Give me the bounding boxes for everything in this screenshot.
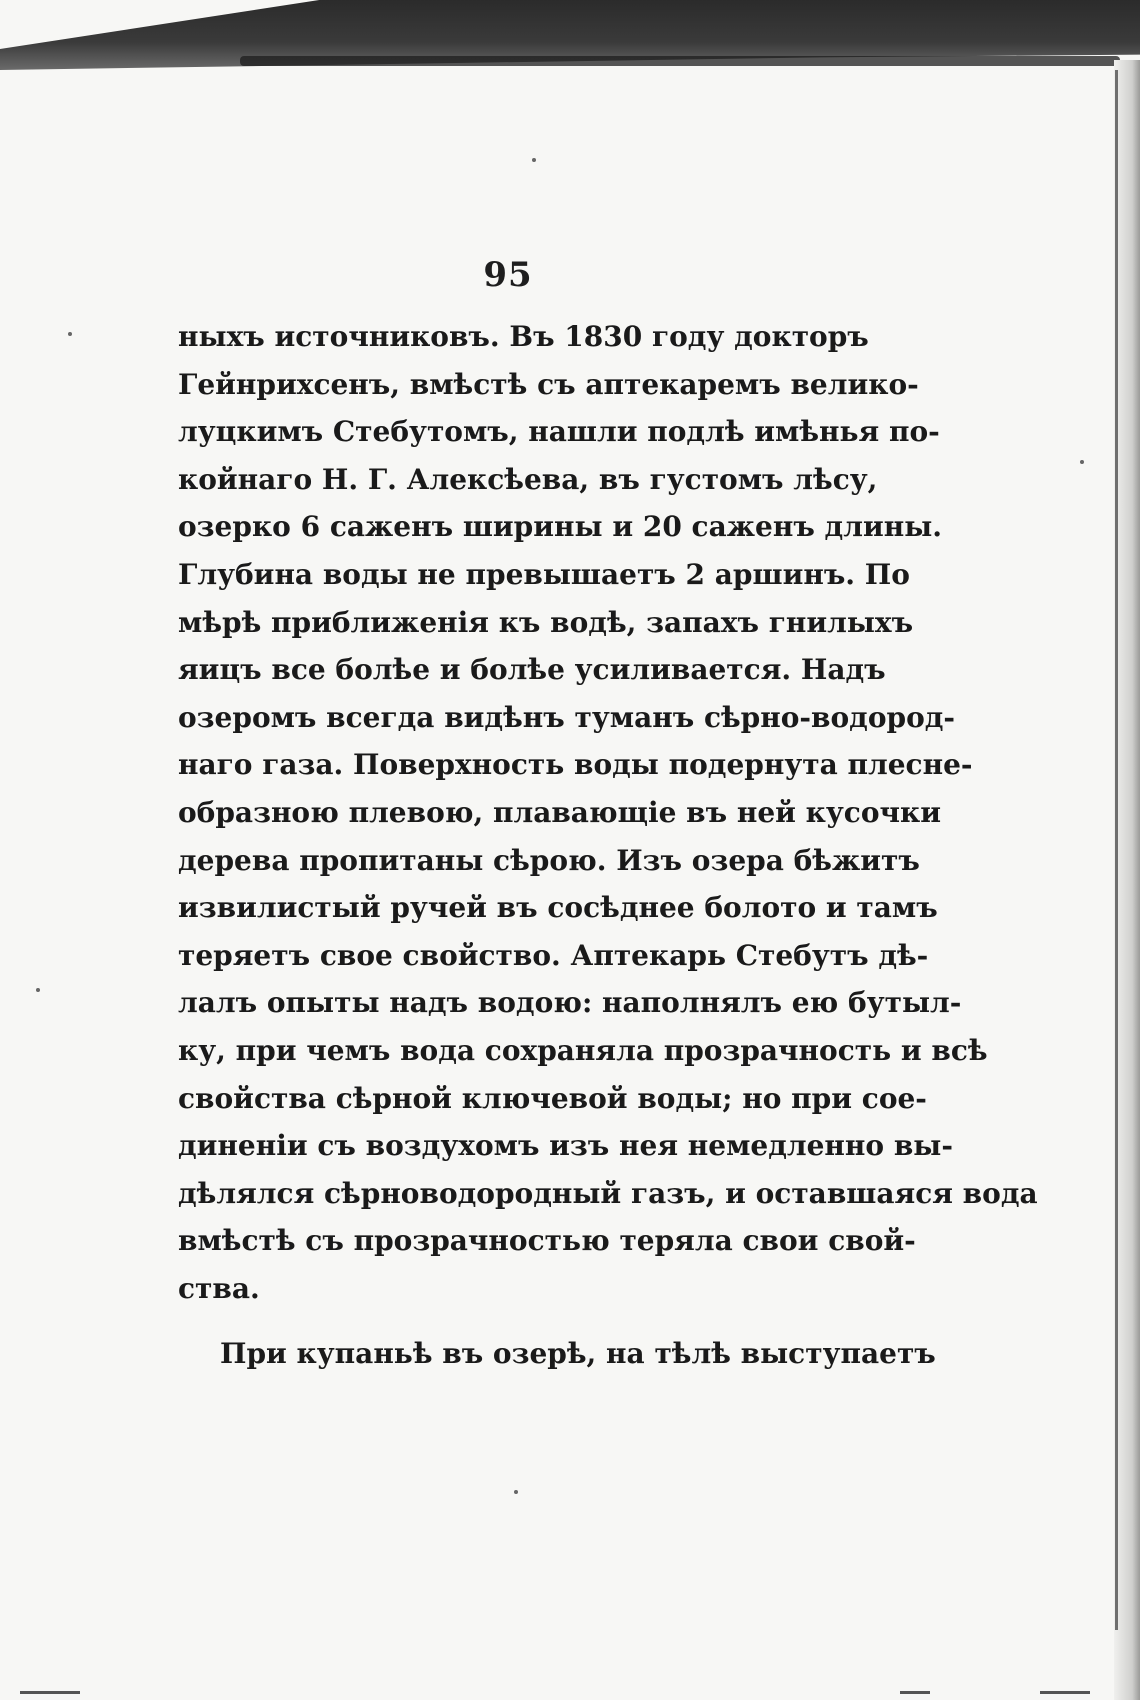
paper-speck: [514, 1490, 518, 1494]
paper-speck: [36, 988, 40, 992]
text-line: извилистый ручей въ сосѣднее болото и тамъ: [178, 891, 938, 925]
paper-speck: [68, 332, 72, 336]
text-line: наго газа. Поверхность воды подернута плесне-: [178, 748, 973, 782]
text-line: свойства сѣрной ключевой воды; но при сое-: [178, 1081, 927, 1115]
text-line: озеромъ всегда видѣнъ туманъ сѣрно-водород-: [178, 700, 956, 734]
scanner-shadow-edge: [240, 56, 1120, 66]
paragraph-gap: [178, 1312, 838, 1330]
book-page: [178, 255, 1038, 1378]
text-line: теряетъ свое свойство. Аптекарь Стебутъ дѣ-: [178, 938, 929, 972]
text-line: яицъ все болѣе и болѣе усиливается. Надъ: [178, 653, 886, 687]
text-line: озерко 6 саженъ ширины и 20 саженъ длины.: [178, 510, 943, 544]
text-line: ныхъ источниковъ. Въ 1830 году докторъ: [178, 320, 869, 353]
text-line: Гейнрихсенъ, вмѣстѣ съ аптекаремъ велико-: [178, 367, 919, 401]
text-line: мѣрѣ приближенія къ водѣ, запахъ гнилыхъ: [178, 605, 914, 639]
text-line: дѣлялся сѣрноводородный газъ, и оставшаяся вода: [178, 1176, 1038, 1210]
book-edge-line: [1115, 70, 1118, 1630]
text-line: При купаньѣ въ озерѣ, на тѣлѣ выступаетъ: [220, 1337, 936, 1371]
text-line: ку, при чемъ вода сохраняла прозрачность и всѣ: [178, 1033, 988, 1067]
paper-speck: [1080, 460, 1084, 464]
text-line: койнаго Н. Г. Алексѣева, въ густомъ лѣсу,: [178, 462, 878, 496]
text-line: вмѣстѣ съ прозрачностью теряла свои свой-: [178, 1224, 916, 1258]
text-line: диненіи съ воздухомъ изъ нея немедленно вы-: [178, 1129, 953, 1163]
text-line: ства.: [178, 1271, 260, 1305]
text-line: лалъ опыты надъ водою: наполнялъ ею бутыл-: [178, 986, 962, 1020]
page-number: 95: [483, 255, 533, 295]
paper-speck: [532, 158, 536, 162]
scan-bottom-marks: [0, 1691, 1140, 1694]
paragraph-2: [178, 1330, 936, 1378]
text-line: образною плевою, плавающіе въ ней кусочки: [178, 795, 941, 829]
text-line: Глубина воды не превышаетъ 2 аршинъ. По: [178, 557, 910, 591]
text-line: дерева пропитаны сѣрою. Изъ озера бѣжитъ: [178, 843, 920, 877]
paragraph-1: [178, 313, 1038, 1312]
text-line: луцкимъ Стебутомъ, нашли подлѣ имѣнья по-: [178, 415, 940, 449]
